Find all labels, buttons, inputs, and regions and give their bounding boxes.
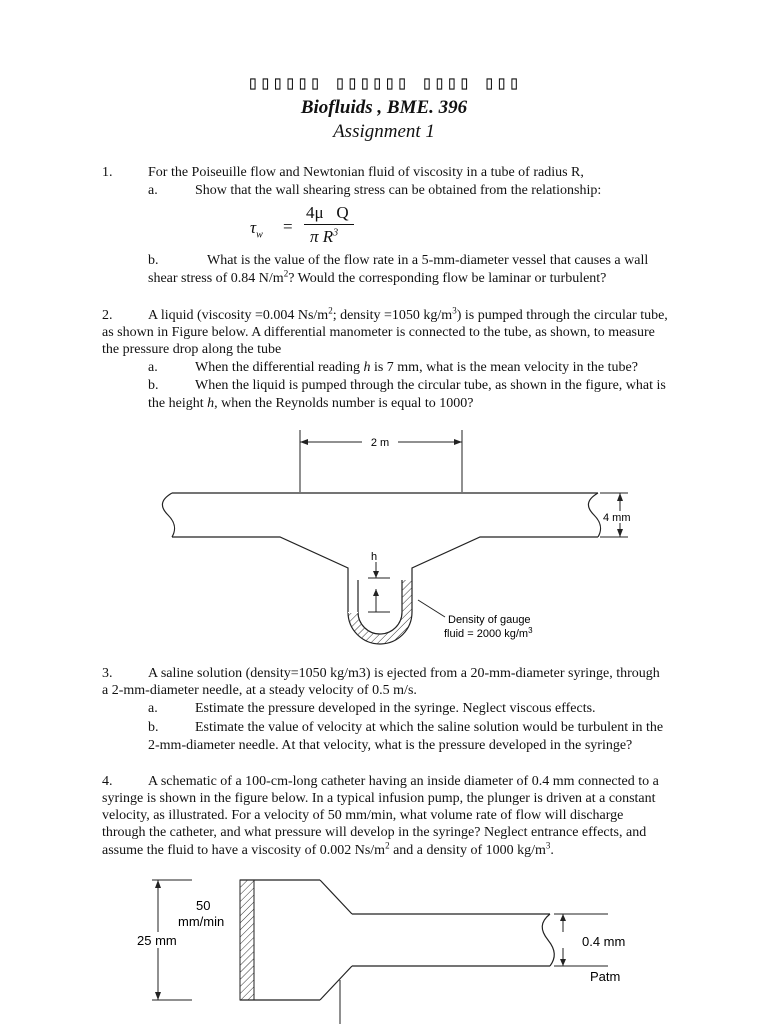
q3a-text: Estimate the pressure developed in the syringe. Neglect viscous effects. [195, 701, 596, 716]
tube-break-right [588, 493, 600, 537]
plunger-speed-unit: mm/min [178, 914, 225, 929]
shear-stress-formula [250, 200, 370, 250]
u-tube-inner [358, 580, 402, 634]
q2b-label: b. [148, 378, 159, 393]
diameter-label: 4 mm [603, 512, 631, 524]
q3a-label: a. [148, 701, 158, 716]
q3b-text: Estimate the value of velocity at which the saline solution would be turbulent in the [195, 720, 664, 735]
q2b-text: When the liquid is pumped through the circular tube, as shown in the figure, what is [195, 378, 666, 393]
tube-break-left [162, 493, 174, 537]
q2-line1: A liquid (viscosity =0.004 $Ns/m^2$; density =1050 $kg/m^3$) is pumped through the circular tube, [148, 305, 668, 323]
dim-arrow-left [300, 439, 308, 445]
q1-intro: For the Poiseuille flow and Newtonian fluid of viscosity in a tube of radius R, [148, 165, 584, 180]
q1a-text: Show that the wall shearing stress can be obtained from the relationship: [195, 183, 602, 198]
catheter-break [542, 914, 554, 966]
q4-line1: A schematic of a 100-cm-long catheter having an inside diameter of 0.4 mm connected to a [148, 774, 659, 789]
formula-equals: = [283, 217, 293, 236]
q4-line5: assume the fluid to have a viscosity of 0.002 $Ns/m^2$ and a density of 1000 $kg/m^3$. [102, 840, 554, 858]
q2b-text-line2: the height h, when the Reynolds number is equal to 1000? [148, 396, 474, 411]
q3b-label: b. [148, 720, 159, 735]
formula-denominator-exp: 3 [333, 227, 339, 239]
patm-label: Patm [590, 969, 621, 984]
q4-line3: velocity, as illustrated. For a velocity of 50 mm/min, what volume rate of flow will discharge [102, 808, 624, 823]
q2-number: 2. [102, 308, 113, 323]
assignment-title: Assignment 1 [333, 121, 435, 142]
q4-number: 4. [102, 774, 113, 789]
plunger [240, 880, 254, 1000]
formula-numerator: 4μ Q [306, 203, 349, 222]
course-title: Biofluids , BME. 396 [300, 97, 468, 118]
q4-line2: syringe is shown in the figure below. In a typical infusion pump, the plunger is driven at a constant [102, 791, 656, 806]
manometer-tube-figure [150, 425, 650, 655]
q2a-label: a. [148, 360, 158, 375]
q3b-text-line2: 2-mm-diameter needle. At that velocity, what is the pressure developed in the syringe? [148, 738, 633, 753]
arabic-university-header: ▯▯▯▯▯▯ ▯▯▯▯▯▯ ▯▯▯▯ ▯▯▯ [247, 72, 521, 94]
gauge-density-label2: fluid = 2000 $kg/m^3$ [444, 626, 533, 640]
gauge-density-label1: Density of gauge [448, 614, 531, 626]
formula-denominator: π R [310, 227, 334, 246]
length-label: 2 m [370, 437, 390, 449]
q4-line4: through the catheter, and what pressure will develop in the syringe? Neglect entrance effects, and [102, 825, 647, 840]
q1b-text-line2: shear stress of 0.84 $N/m^2$? Would the corresponding flow be laminar or turbulent? [148, 268, 607, 286]
catheter-diameter-label: 0.4 mm [582, 934, 626, 949]
q1-number: 1. [102, 165, 113, 180]
dim-arrow-right [454, 439, 462, 445]
formula-fraction-bar [304, 224, 354, 225]
syringe-diameter-label: 25 mm [137, 933, 177, 948]
formula-tau-sub: w [256, 229, 263, 241]
syringe-catheter-figure [130, 870, 650, 1024]
q2a-text: When the differential reading h is 7 mm, what is the mean velocity in the tube? [195, 360, 638, 375]
plunger-speed-value: 50 [196, 898, 211, 913]
q1b-label: b. [148, 253, 159, 268]
q2-line2: as shown in Figure below. A differential manometer is connected to the tube, as shown, to measure [102, 325, 655, 340]
h-label: h [371, 551, 378, 563]
q2-line3: the pressure drop along the tube [102, 342, 282, 357]
q3-line2: a 2-mm-diameter needle, at a steady velocity of 0.5 m/s. [102, 683, 417, 698]
gauge-leader-line [418, 600, 445, 617]
q3-line1: A saline solution (density=1050 kg/m3) is ejected from a 20-mm-diameter syringe, through [148, 666, 660, 681]
q3-number: 3. [102, 666, 113, 681]
q1b-text: What is the value of the flow rate in a 5-mm-diameter vessel that causes a wall [207, 253, 649, 268]
q1a-label: a. [148, 183, 158, 198]
formula-tau: τ [250, 218, 257, 237]
tube-bottom-wall [172, 537, 598, 580]
